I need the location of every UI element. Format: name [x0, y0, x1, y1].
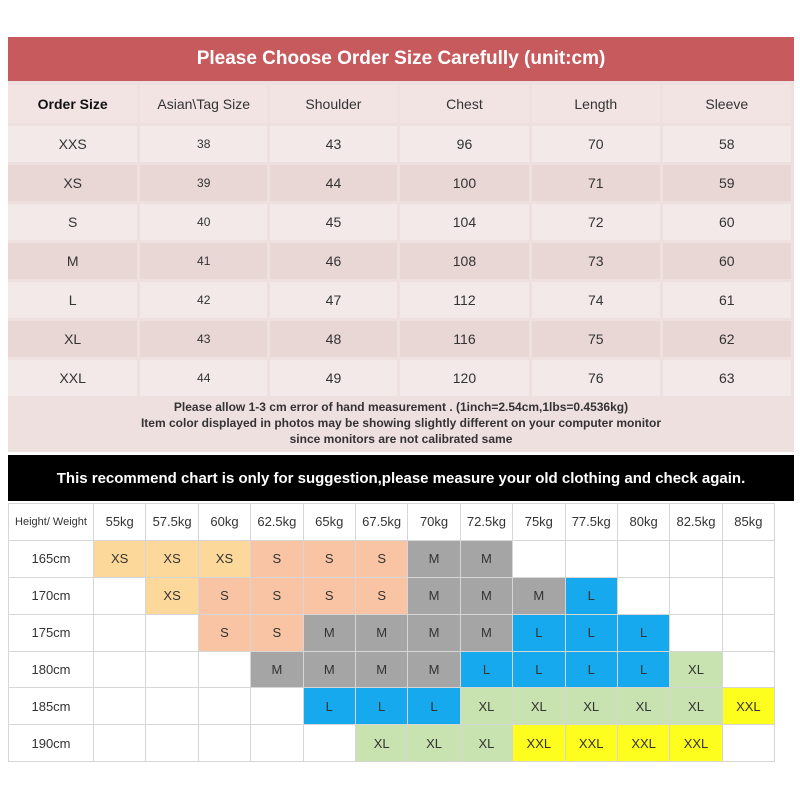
size-recommendation-cell	[146, 651, 198, 688]
size-recommendation-cell: XL	[460, 725, 512, 762]
size-recommendation-cell	[94, 725, 146, 762]
size-recommendation-cell	[94, 577, 146, 614]
size-recommendation-cell: M	[251, 651, 303, 688]
size-cell: M	[8, 243, 137, 279]
size-recommendation-cell	[94, 651, 146, 688]
size-recommendation-cell: L	[565, 577, 617, 614]
size-cell: 44	[140, 360, 267, 396]
size-recommendation-cell: L	[303, 688, 355, 725]
size-cell: 58	[663, 126, 791, 162]
height-label: 165cm	[9, 540, 94, 577]
size-row	[8, 282, 791, 318]
size-cell: XS	[8, 165, 137, 201]
size-cell: 45	[270, 204, 397, 240]
height-label: 185cm	[9, 688, 94, 725]
size-recommendation-cell: M	[355, 614, 407, 651]
size-cell: 46	[270, 243, 397, 279]
size-recommendation-cell: S	[303, 577, 355, 614]
size-recommendation-cell: S	[355, 540, 407, 577]
recommend-table	[8, 503, 775, 762]
size-row	[8, 165, 791, 201]
size-recommendation-cell	[670, 540, 722, 577]
size-cell: 71	[532, 165, 659, 201]
recommend-header-row	[9, 504, 775, 541]
size-recommendation-cell	[198, 725, 250, 762]
size-recommendation-cell	[198, 651, 250, 688]
recommend-row	[9, 651, 775, 688]
height-label: 170cm	[9, 577, 94, 614]
size-header-cell: Asian\Tag Size	[140, 85, 267, 123]
size-recommendation-cell: S	[355, 577, 407, 614]
size-recommendation-cell: L	[355, 688, 407, 725]
size-recommendation-cell: M	[303, 651, 355, 688]
size-recommendation-cell: XS	[146, 577, 198, 614]
size-cell: 48	[270, 321, 397, 357]
size-recommendation-cell: XS	[198, 540, 250, 577]
height-label: 190cm	[9, 725, 94, 762]
size-recommendation-cell	[513, 540, 565, 577]
size-cell: 44	[270, 165, 397, 201]
size-cell: 60	[663, 243, 791, 279]
weight-header: 60kg	[198, 504, 250, 541]
size-recommendation-cell: XL	[513, 688, 565, 725]
size-cell: 72	[532, 204, 659, 240]
note-line: Item color displayed in photos may be showing slightly different on your computer monitor	[140, 416, 662, 430]
size-recommendation-cell: M	[460, 614, 512, 651]
size-recommendation-cell: XL	[355, 725, 407, 762]
weight-header: 82.5kg	[670, 504, 722, 541]
height-label: 180cm	[9, 651, 94, 688]
weight-header: 72.5kg	[460, 504, 512, 541]
size-cell: 42	[140, 282, 267, 318]
size-header-cell: Chest	[400, 85, 529, 123]
size-recommendation-cell	[146, 614, 198, 651]
size-recommendation-cell: M	[355, 651, 407, 688]
size-recommendation-cell	[670, 614, 722, 651]
size-cell: XL	[8, 321, 137, 357]
size-row	[8, 243, 791, 279]
size-cell: XXL	[8, 360, 137, 396]
size-cell: 96	[400, 126, 529, 162]
size-chart-section	[8, 37, 794, 452]
measurement-notes	[8, 399, 794, 447]
size-cell: 59	[663, 165, 791, 201]
size-recommendation-cell: L	[460, 651, 512, 688]
size-cell: 61	[663, 282, 791, 318]
weight-header: 65kg	[303, 504, 355, 541]
size-recommendation-cell	[722, 614, 774, 651]
size-recommendation-cell	[146, 725, 198, 762]
size-recommendation-cell: L	[513, 614, 565, 651]
size-row	[8, 204, 791, 240]
weight-header: 55kg	[94, 504, 146, 541]
size-cell: L	[8, 282, 137, 318]
weight-header: 57.5kg	[146, 504, 198, 541]
size-recommendation-cell: S	[303, 540, 355, 577]
size-recommendation-cell	[251, 688, 303, 725]
size-cell: 75	[532, 321, 659, 357]
size-cell: 43	[270, 126, 397, 162]
size-recommendation-cell: M	[408, 614, 460, 651]
size-cell: 73	[532, 243, 659, 279]
size-recommendation-cell: S	[198, 577, 250, 614]
size-cell: 70	[532, 126, 659, 162]
size-recommendation-cell	[94, 614, 146, 651]
size-cell: 47	[270, 282, 397, 318]
size-header-cell: Sleeve	[663, 85, 791, 123]
size-cell: 60	[663, 204, 791, 240]
size-cell: 39	[140, 165, 267, 201]
size-recommendation-cell: XXL	[670, 725, 722, 762]
size-row	[8, 321, 791, 357]
size-header-row	[8, 85, 791, 123]
size-recommendation-cell: XL	[460, 688, 512, 725]
size-recommendation-cell: S	[251, 540, 303, 577]
size-recommendation-cell	[617, 577, 669, 614]
size-cell: 43	[140, 321, 267, 357]
size-cell: XXS	[8, 126, 137, 162]
size-row	[8, 126, 791, 162]
size-recommendation-cell: XL	[670, 651, 722, 688]
size-recommendation-cell: XXL	[722, 688, 774, 725]
size-row	[8, 360, 791, 396]
size-cell: 112	[400, 282, 529, 318]
size-cell: 108	[400, 243, 529, 279]
size-recommendation-cell	[198, 688, 250, 725]
size-recommendation-cell: L	[617, 614, 669, 651]
recommend-row	[9, 577, 775, 614]
size-recommendation-cell	[94, 688, 146, 725]
size-cell: 63	[663, 360, 791, 396]
size-recommendation-cell	[146, 688, 198, 725]
size-recommendation-cell: M	[303, 614, 355, 651]
size-recommendation-cell: L	[617, 651, 669, 688]
size-recommendation-cell: XXL	[617, 725, 669, 762]
weight-header: 62.5kg	[251, 504, 303, 541]
size-recommendation-cell: M	[460, 577, 512, 614]
size-cell: 49	[270, 360, 397, 396]
size-recommendation-cell	[722, 577, 774, 614]
size-recommendation-cell: XL	[565, 688, 617, 725]
size-cell: 100	[400, 165, 529, 201]
recommend-row	[9, 725, 775, 762]
size-recommendation-cell	[722, 540, 774, 577]
size-cell: 116	[400, 321, 529, 357]
size-recommendation-cell: XL	[670, 688, 722, 725]
weight-header: 80kg	[617, 504, 669, 541]
size-recommendation-cell	[670, 577, 722, 614]
recommend-row	[9, 688, 775, 725]
size-header-cell: Length	[532, 85, 659, 123]
size-cell: 41	[140, 243, 267, 279]
size-header-cell: Shoulder	[270, 85, 397, 123]
weight-header: 75kg	[513, 504, 565, 541]
size-recommendation-cell: S	[198, 614, 250, 651]
size-cell: 74	[532, 282, 659, 318]
size-recommendation-cell: M	[408, 577, 460, 614]
size-recommendation-cell	[722, 651, 774, 688]
recommend-row	[9, 614, 775, 651]
size-recommendation-cell: M	[460, 540, 512, 577]
size-recommendation-cell: XL	[408, 725, 460, 762]
note-line: since monitors are not calibrated same	[289, 432, 513, 446]
height-weight-corner: Height/ Weight	[9, 504, 94, 541]
size-recommendation-cell: XL	[617, 688, 669, 725]
size-recommendation-cell: XXL	[565, 725, 617, 762]
weight-header: 77.5kg	[565, 504, 617, 541]
size-chart-title: Please Choose Order Size Carefully (unit:cm)	[8, 37, 794, 81]
size-recommendation-cell	[251, 725, 303, 762]
size-recommendation-cell: M	[408, 540, 460, 577]
size-recommendation-cell	[303, 725, 355, 762]
size-recommendation-cell: S	[251, 614, 303, 651]
weight-header: 85kg	[722, 504, 774, 541]
size-header-cell: Order Size	[8, 85, 137, 123]
size-cell: 40	[140, 204, 267, 240]
size-cell: 76	[532, 360, 659, 396]
size-recommendation-cell: XXL	[513, 725, 565, 762]
size-recommendation-cell: XS	[94, 540, 146, 577]
size-cell: 120	[400, 360, 529, 396]
size-recommendation-cell: L	[408, 688, 460, 725]
size-table	[5, 82, 794, 399]
height-label: 175cm	[9, 614, 94, 651]
size-recommendation-cell: L	[513, 651, 565, 688]
size-cell: S	[8, 204, 137, 240]
weight-header: 67.5kg	[355, 504, 407, 541]
size-cell: 38	[140, 126, 267, 162]
note-line: Please allow 1-3 cm error of hand measurement . (1inch=2.54cm,1lbs=0.4536kg)	[173, 400, 629, 414]
size-recommendation-cell: M	[513, 577, 565, 614]
size-recommendation-cell: L	[565, 651, 617, 688]
recommend-row	[9, 540, 775, 577]
size-cell: 104	[400, 204, 529, 240]
size-cell: 62	[663, 321, 791, 357]
size-recommendation-cell	[722, 725, 774, 762]
size-recommendation-cell	[565, 540, 617, 577]
size-recommendation-cell: S	[251, 577, 303, 614]
weight-header: 70kg	[408, 504, 460, 541]
size-recommendation-cell: XS	[146, 540, 198, 577]
size-recommendation-cell: L	[565, 614, 617, 651]
recommend-banner: This recommend chart is only for suggestion,please measure your old clothing and check again.	[8, 455, 794, 501]
size-recommendation-cell: M	[408, 651, 460, 688]
size-recommendation-cell	[617, 540, 669, 577]
